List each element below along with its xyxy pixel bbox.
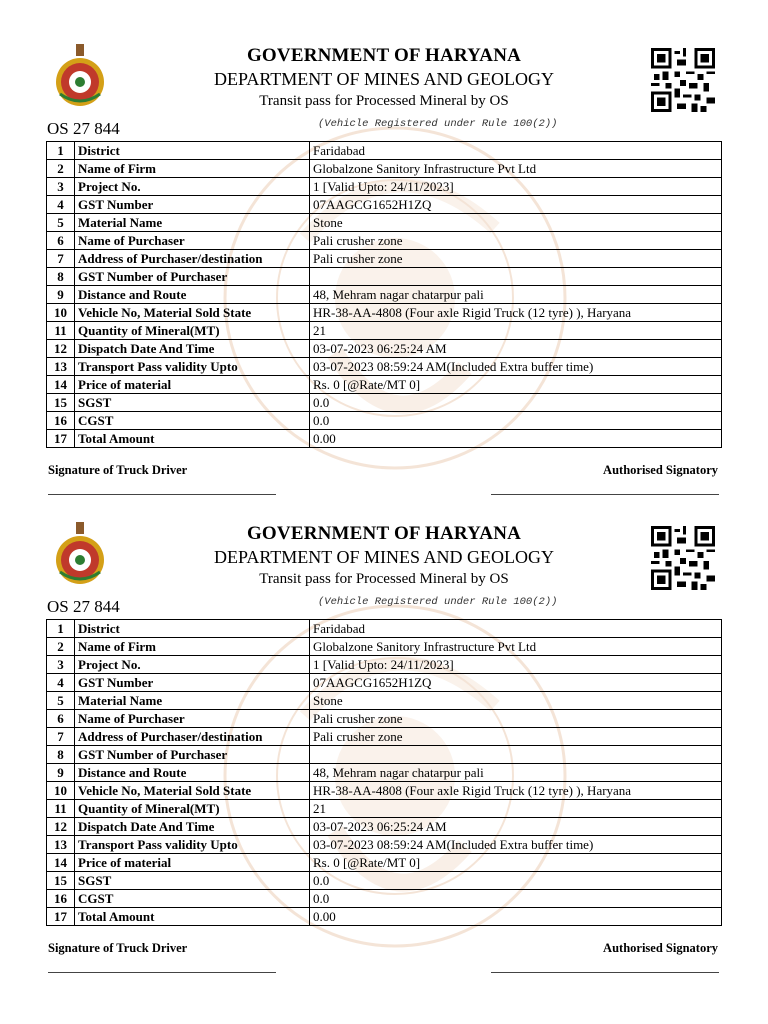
row-value: Pali crusher zone (310, 728, 722, 746)
table-row (47, 692, 722, 710)
row-value: Globalzone Sanitory Infrastructure Pvt Ltd (310, 160, 722, 178)
row-value: 0.0 (310, 394, 722, 412)
row-value: 07AAGCG1652H1ZQ (310, 196, 722, 214)
row-number: 10 (47, 304, 75, 322)
table-row (47, 782, 722, 800)
transit-pass-copy-2 (0, 478, 768, 956)
gov-title: GOVERNMENT OF HARYANA (246, 523, 522, 544)
row-label: Dispatch Date And Time (75, 340, 310, 358)
row-value: 03-07-2023 08:59:24 AM(Included Extra buffer time) (310, 836, 722, 854)
table-row (47, 854, 722, 872)
row-label: GST Number (75, 196, 310, 214)
row-label: CGST (75, 890, 310, 908)
row-value: 0.00 (310, 908, 722, 926)
table-row (47, 394, 722, 412)
table-row (47, 268, 722, 286)
row-value: 0.0 (310, 872, 722, 890)
row-label: Price of material (75, 376, 310, 394)
row-label: Price of material (75, 854, 310, 872)
row-number: 5 (47, 692, 75, 710)
row-label: Name of Firm (75, 160, 310, 178)
row-value: HR-38-AA-4808 (Four axle Rigid Truck (12 tyre) ), Haryana (310, 782, 722, 800)
row-value (310, 268, 722, 286)
table-row (47, 620, 722, 638)
rule-note: (Vehicle Registered under Rule 100(2)) (318, 118, 558, 130)
row-value: Stone (310, 692, 722, 710)
row-number: 12 (47, 818, 75, 836)
dept-title: DEPARTMENT OF MINES AND GEOLOGY (214, 547, 554, 567)
gov-title: GOVERNMENT OF HARYANA (246, 45, 522, 66)
row-label: Dispatch Date And Time (75, 818, 310, 836)
row-label: GST Number (75, 674, 310, 692)
row-number: 11 (47, 322, 75, 340)
row-label: Project No. (75, 656, 310, 674)
dept-title: DEPARTMENT OF MINES AND GEOLOGY (214, 69, 554, 89)
row-number: 17 (47, 430, 75, 448)
row-label: Transport Pass validity Upto (75, 358, 310, 376)
row-label: Material Name (75, 692, 310, 710)
row-number: 1 (47, 142, 75, 160)
row-label: Quantity of Mineral(MT) (75, 322, 310, 340)
table-row (47, 196, 722, 214)
row-number: 3 (47, 178, 75, 196)
table-row (47, 322, 722, 340)
row-number: 16 (47, 890, 75, 908)
row-number: 15 (47, 394, 75, 412)
driver-signature-line (48, 972, 276, 973)
table-row (47, 250, 722, 268)
authorised-signature-line (491, 972, 719, 973)
os-number: OS 27 844 (47, 597, 120, 616)
row-number: 17 (47, 908, 75, 926)
table-row (47, 358, 722, 376)
row-value: Rs. 0 [@Rate/MT 0] (310, 376, 722, 394)
row-value: 07AAGCG1652H1ZQ (310, 674, 722, 692)
row-label: Name of Purchaser (75, 232, 310, 250)
row-number: 10 (47, 782, 75, 800)
table-row (47, 764, 722, 782)
row-number: 5 (47, 214, 75, 232)
row-value: 03-07-2023 06:25:24 AM (310, 340, 722, 358)
row-number: 11 (47, 800, 75, 818)
table-row (47, 286, 722, 304)
row-value: 0.0 (310, 412, 722, 430)
row-number: 1 (47, 620, 75, 638)
row-number: 6 (47, 710, 75, 728)
row-label: Address of Purchaser/destination (75, 250, 310, 268)
row-value: 48, Mehram nagar chatarpur pali (310, 764, 722, 782)
row-value: 21 (310, 800, 722, 818)
table-row (47, 872, 722, 890)
table-row (47, 746, 722, 764)
row-number: 14 (47, 376, 75, 394)
driver-signature-label: Signature of Truck Driver (48, 941, 188, 955)
row-number: 7 (47, 728, 75, 746)
row-label: Distance and Route (75, 286, 310, 304)
table-row (47, 818, 722, 836)
row-label: District (75, 620, 310, 638)
row-label: Quantity of Mineral(MT) (75, 800, 310, 818)
row-value: 0.00 (310, 430, 722, 448)
row-value: Globalzone Sanitory Infrastructure Pvt Ltd (310, 638, 722, 656)
row-number: 2 (47, 160, 75, 178)
authorised-signatory-label: Authorised Signatory (603, 463, 718, 477)
pass-details-table (46, 141, 722, 448)
row-number: 2 (47, 638, 75, 656)
row-number: 16 (47, 412, 75, 430)
row-number: 8 (47, 268, 75, 286)
row-value: 0.0 (310, 890, 722, 908)
row-number: 14 (47, 854, 75, 872)
os-number: OS 27 844 (47, 119, 120, 138)
table-row (47, 412, 722, 430)
table-row (47, 304, 722, 322)
row-number: 9 (47, 286, 75, 304)
table-row (47, 836, 722, 854)
driver-signature-label: Signature of Truck Driver (48, 463, 188, 477)
row-label: Total Amount (75, 908, 310, 926)
transit-pass-copy-1 (0, 0, 768, 478)
row-value: Faridabad (310, 142, 722, 160)
row-label: SGST (75, 394, 310, 412)
table-row (47, 214, 722, 232)
pass-subtitle: Transit pass for Processed Mineral by OS (259, 93, 509, 109)
rule-note: (Vehicle Registered under Rule 100(2)) (318, 596, 558, 608)
row-label: Total Amount (75, 430, 310, 448)
table-row (47, 656, 722, 674)
row-number: 7 (47, 250, 75, 268)
row-label: CGST (75, 412, 310, 430)
row-label: Vehicle No, Material Sold State (75, 782, 310, 800)
row-number: 4 (47, 674, 75, 692)
table-row (47, 710, 722, 728)
row-label: SGST (75, 872, 310, 890)
row-number: 4 (47, 196, 75, 214)
row-value: Faridabad (310, 620, 722, 638)
table-row (47, 160, 722, 178)
table-row (47, 674, 722, 692)
row-value: 03-07-2023 08:59:24 AM(Included Extra buffer time) (310, 358, 722, 376)
table-row (47, 430, 722, 448)
row-value: 03-07-2023 06:25:24 AM (310, 818, 722, 836)
row-number: 8 (47, 746, 75, 764)
table-row (47, 728, 722, 746)
row-label: Address of Purchaser/destination (75, 728, 310, 746)
row-value: 21 (310, 322, 722, 340)
row-value: Pali crusher zone (310, 710, 722, 728)
table-row (47, 142, 722, 160)
pass-details-table (46, 619, 722, 926)
table-row (47, 890, 722, 908)
row-label: GST Number of Purchaser (75, 268, 310, 286)
row-number: 9 (47, 764, 75, 782)
row-label: Name of Firm (75, 638, 310, 656)
table-row (47, 908, 722, 926)
row-value (310, 746, 722, 764)
row-number: 15 (47, 872, 75, 890)
row-value: HR-38-AA-4808 (Four axle Rigid Truck (12 tyre) ), Haryana (310, 304, 722, 322)
row-number: 6 (47, 232, 75, 250)
row-label: District (75, 142, 310, 160)
row-label: Vehicle No, Material Sold State (75, 304, 310, 322)
row-value: Stone (310, 214, 722, 232)
pass-subtitle: Transit pass for Processed Mineral by OS (259, 571, 509, 587)
row-value: Rs. 0 [@Rate/MT 0] (310, 854, 722, 872)
row-number: 13 (47, 836, 75, 854)
table-row (47, 800, 722, 818)
row-number: 13 (47, 358, 75, 376)
row-value: Pali crusher zone (310, 250, 722, 268)
table-row (47, 232, 722, 250)
table-row (47, 638, 722, 656)
authorised-signatory-label: Authorised Signatory (603, 941, 718, 955)
row-label: Transport Pass validity Upto (75, 836, 310, 854)
row-value: 1 [Valid Upto: 24/11/2023] (310, 656, 722, 674)
row-label: Name of Purchaser (75, 710, 310, 728)
table-row (47, 376, 722, 394)
row-value: Pali crusher zone (310, 232, 722, 250)
row-number: 12 (47, 340, 75, 358)
row-label: Distance and Route (75, 764, 310, 782)
table-row (47, 340, 722, 358)
table-row (47, 178, 722, 196)
row-value: 1 [Valid Upto: 24/11/2023] (310, 178, 722, 196)
row-label: GST Number of Purchaser (75, 746, 310, 764)
row-value: 48, Mehram nagar chatarpur pali (310, 286, 722, 304)
row-label: Material Name (75, 214, 310, 232)
row-label: Project No. (75, 178, 310, 196)
row-number: 3 (47, 656, 75, 674)
